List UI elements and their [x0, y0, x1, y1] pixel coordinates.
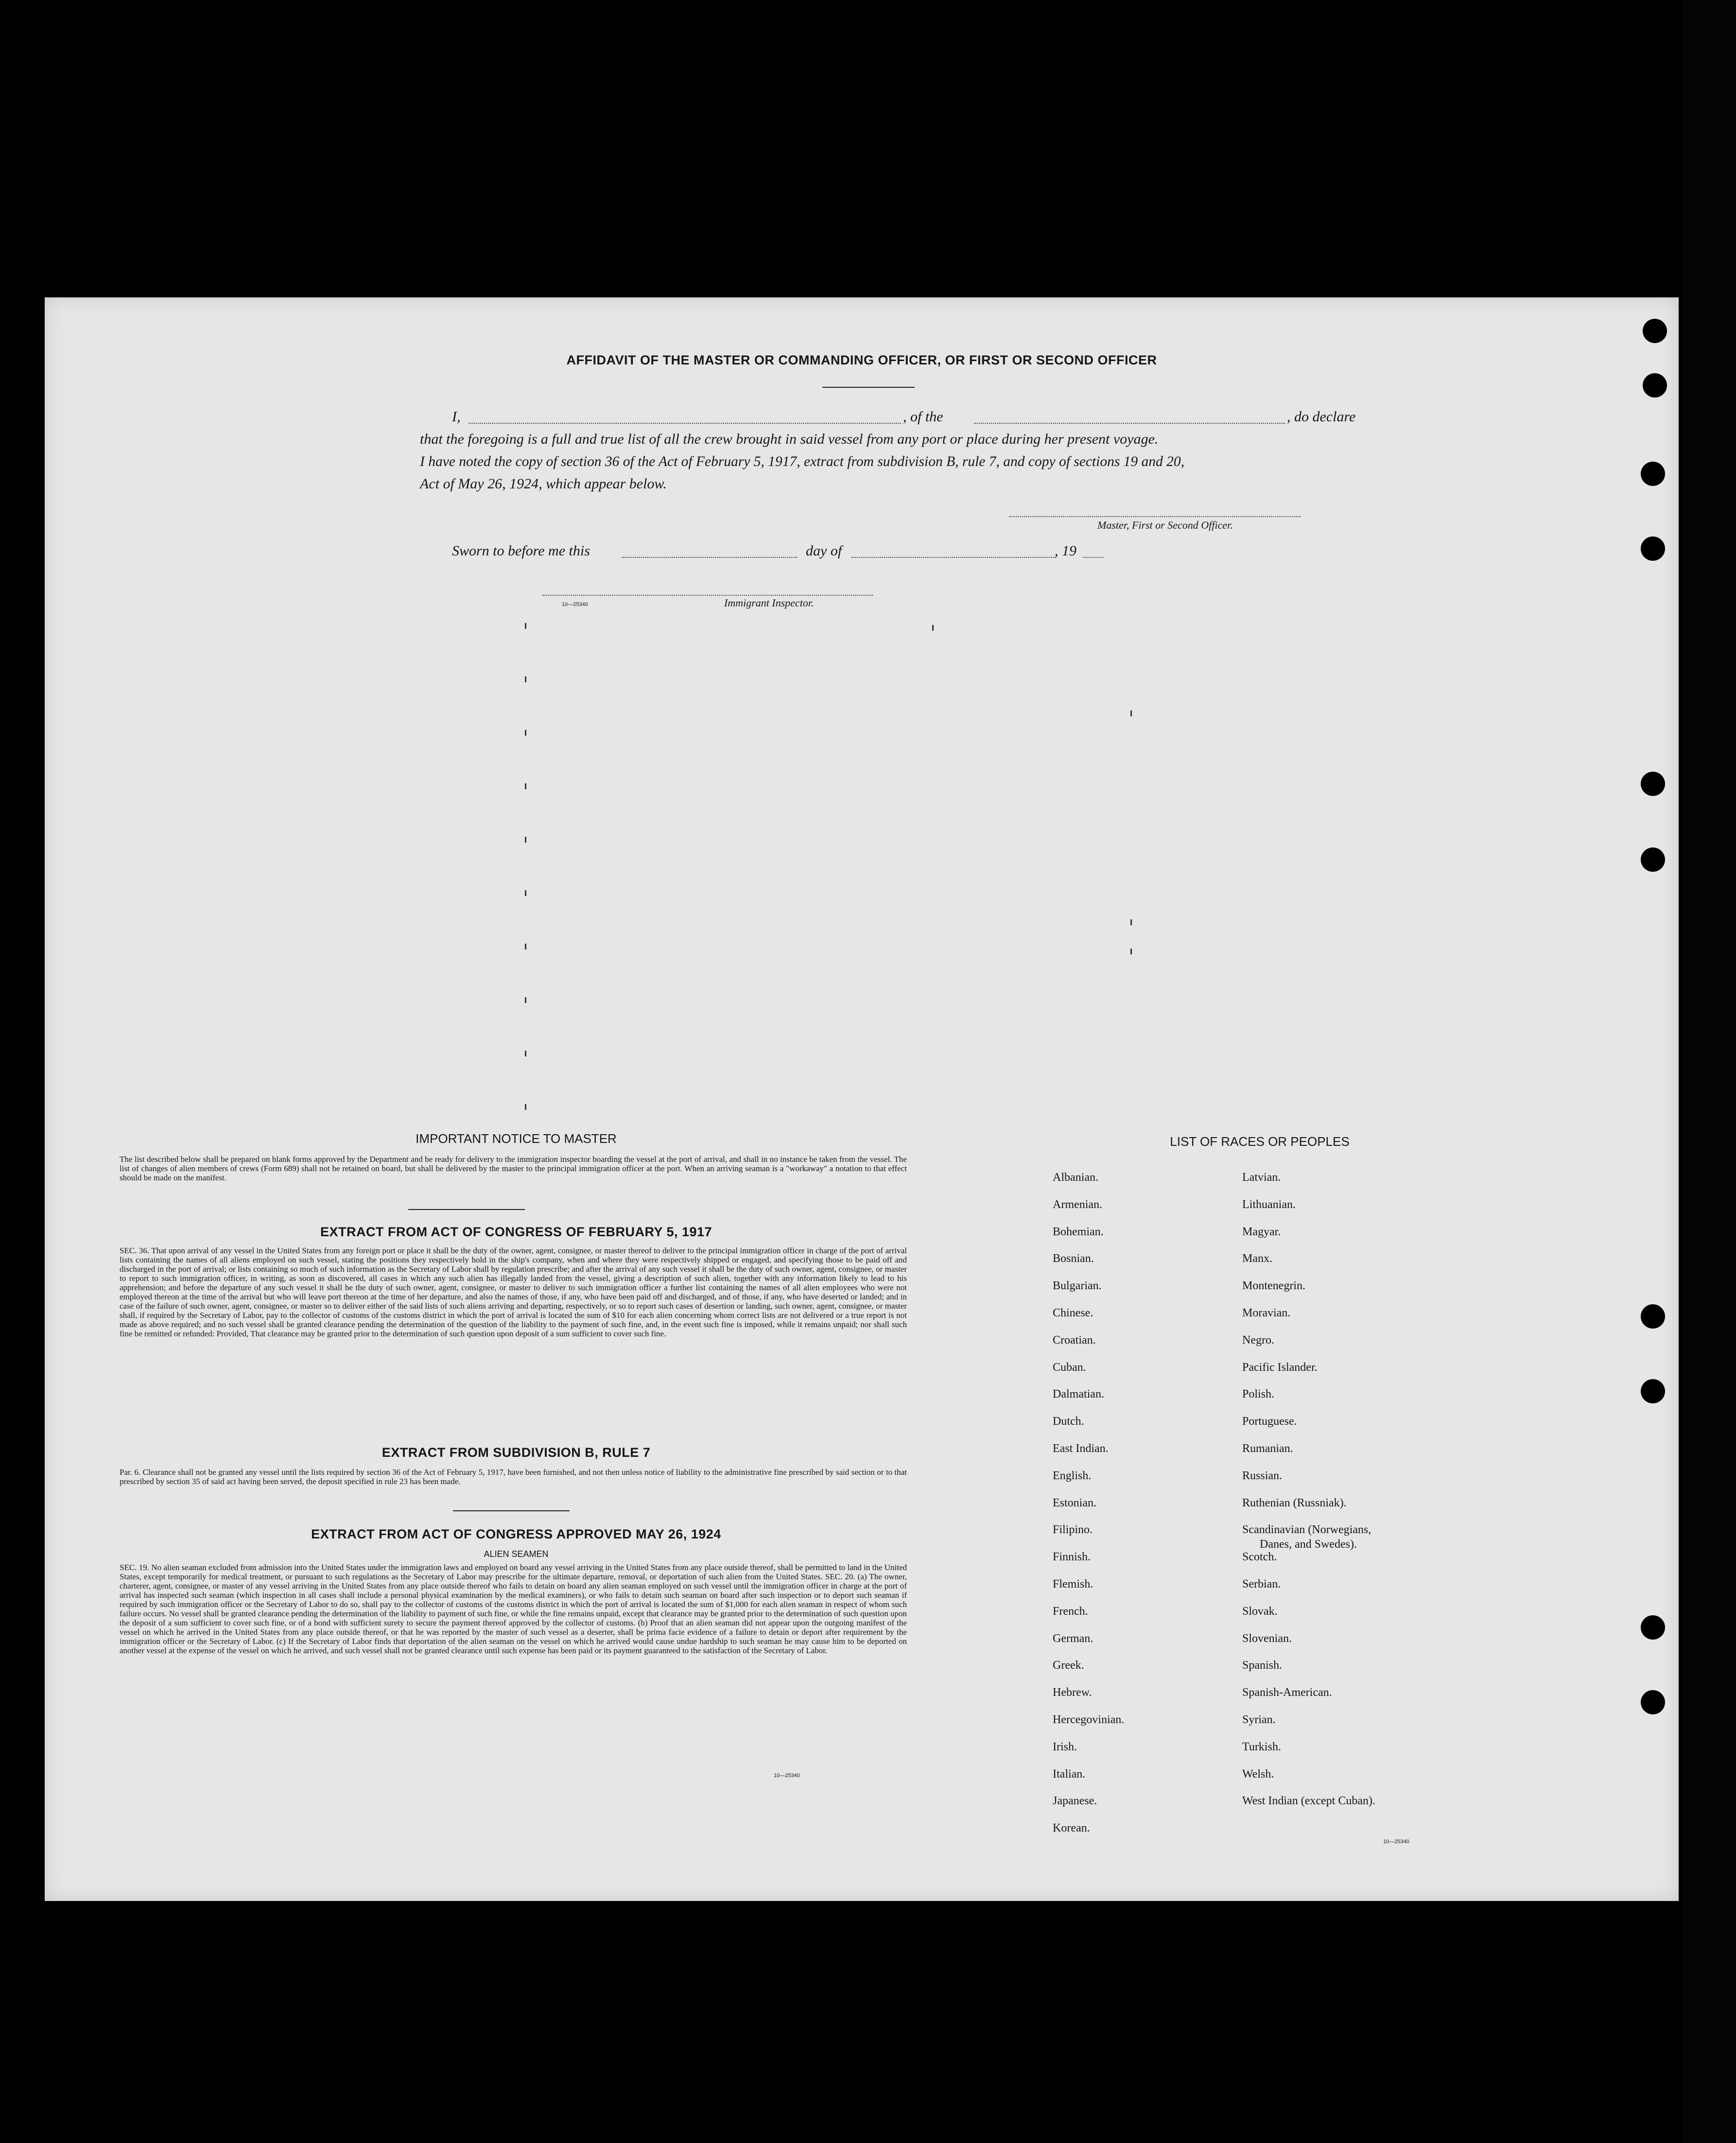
binder-hole: [1641, 1690, 1665, 1714]
column-tick: [525, 1104, 526, 1110]
race-item: Portuguese.: [1242, 1415, 1297, 1428]
column-tick: [525, 890, 526, 896]
race-item: Slovak.: [1242, 1605, 1278, 1618]
race-item: Japanese.: [1053, 1795, 1097, 1808]
race-item: French.: [1053, 1605, 1088, 1618]
affidavit-form-number: 10—25340: [562, 602, 588, 607]
declaration-line-4: Act of May 26, 1924, which appear below.: [420, 476, 667, 492]
race-item: Bohemian.: [1053, 1225, 1104, 1238]
day-of-label: day of: [806, 543, 842, 559]
extract-rule7-body: Par. 6. Clearance shall not be granted any vessel until the lists required by section 36 of the Act of February 5, 1917, have been furnished, and not then unless notice of liability to the administrative fine prescribed by said section or to that prescribed by section 35 of said act having been served, the deposit specified in rule 23 has been made.: [120, 1468, 907, 1486]
race-item: German.: [1053, 1632, 1094, 1645]
extract-1924-body: SEC. 19. No alien seaman excluded from admission into the United States under the immigration laws and employed on board any vessel arriving in the United States from any place outside thereof, shall be permitted to land in the United States, except temporarily for medical treatment, or pursuant to such regulations as the Secretary of Labor may prescribe for the ultimate departure, removal, or deportation of such alien from the United States. SEC. 20. (a) The owner, charterer, agent, consignee, or master of any vessel arriving in the United States from any place outside thereof who fails to detain on board any alien seaman employed on such vessel until the immigration officer in charge at the port of arrival has inspected such seaman (which inspection in all cases shall include a personal physical examination by the medical examiners), or who fails to detain such seaman on board after such inspection or to deport such seaman if required by such immigration officer or the Secretary of Labor to do so, shall pay to the collector of customs of the customs district in which the port of arrival is located the sum of $1,000 for each alien seaman in respect of whom such failure occurs. No vessel shall be granted clearance pending the determination of the liability to payment of such fine, or while the fine remains unpaid, except that clearance may be granted prior to the determination of such question upon the deposit of a sum sufficient to cover such fine, or of a bond with sufficient surety to secure the payment thereof approved by the collector of customs. (b) Proof that an alien seaman did not appear upon the outgoing manifest of the vessel on which he arrived in the United States from any place outside thereof, or that he was reported by the master of such vessel as a deserter, shall be prima facie evidence of a failure to detain or deport after requirement by the immigration officer or the Secretary of Labor. (c) If the Secretary of Labor finds that deportation of the alien seaman on the vessel on which he arrived would cause undue hardship to such seaman he may cause him to be deported on another vessel at the expense of the vessel on which he arrived, and such vessel shall not be granted clearance until such expense has been paid or its payment guaranteed to the satisfaction of the Secretary of Labor.: [120, 1563, 907, 1655]
master-signature-label: Master, First or Second Officer.: [1097, 519, 1233, 531]
master-signature-field[interactable]: [1009, 516, 1301, 517]
sworn-day-field[interactable]: [622, 557, 797, 558]
race-item: Polish.: [1242, 1388, 1275, 1401]
do-declare-label: , do declare: [1287, 409, 1356, 425]
column-tick: [525, 676, 526, 682]
race-item: Italian.: [1053, 1767, 1086, 1780]
race-item: Albanian.: [1053, 1171, 1098, 1184]
master-name-field[interactable]: [469, 423, 901, 424]
races-form-number: 10—25340: [1383, 1839, 1409, 1845]
race-item: Cuban.: [1053, 1361, 1086, 1374]
race-item: East Indian.: [1053, 1442, 1109, 1455]
binder-hole: [1643, 319, 1667, 343]
race-item: Scotch.: [1242, 1551, 1277, 1564]
race-item: Flemish.: [1053, 1578, 1094, 1590]
race-item: Chinese.: [1053, 1307, 1094, 1319]
binder-hole: [1641, 536, 1665, 561]
column-tick: [525, 837, 526, 843]
race-item: Serbian.: [1242, 1578, 1281, 1590]
race-item: Montenegrin.: [1242, 1279, 1305, 1293]
race-item: Dutch.: [1053, 1415, 1084, 1428]
sworn-label: Sworn to before me this: [452, 543, 590, 559]
race-item: Moravian.: [1242, 1307, 1291, 1319]
race-item: Negro.: [1242, 1333, 1274, 1347]
binder-hole: [1641, 1615, 1665, 1640]
extract-1917-body: SEC. 36. That upon arrival of any vessel in the United States from any foreign port or place it shall be the duty of the owner, agent, consignee, or master thereof to deliver to the principal immigration officer in charge of the port of arrival lists containing the names of all aliens employed on such vessel, stating the positions they respectively hold in the ship's company, when and where they were respectively shipped or engaged, and specifying those to be paid off and discharged in the port of arrival; or lists containing so much of such information as the Secretary of Labor shall by regulation prescribe; and after the arrival of any such vessel it shall be the duty of such owner, agent, consignee, or master to report to such immigration officer, in writing, as soon as discovered, all cases in which any such alien has illegally landed from the vessel, giving a description of such alien, together with any information likely to lead to his apprehension; and before the departure of any such vessel it shall be the duty of such owner, agent, consignee, or master to deliver to such immigration officer a further list containing the names of all alien employees who were not employed thereon at the time of the arrival but who will leave port thereon at the time of her departure, and also the names of those, if any, who have been paid off and discharged, and of those, if any, who have deserted or landed; and in case of the failure of such owner, agent, consignee, or master so to deliver either of the said lists of such aliens arriving and departing, respectively, or so to report such cases of desertion or landing, such owner, agent, consignee, or master shall, if required by the Secretary of Labor, pay to the collector of customs of the customs district in which the port of arrival is located the sum of $10 for each alien concerning whom correct lists are not delivered or a true report is not made as above required; and no such vessel shall be granted clearance pending the determination of the question of the liability to the payment of such fine, and, in the event such fine is imposed, while it remains unpaid; nor shall such fine be remitted or refunded: Provided, That clearance may be granted prior to the determination of such question upon deposit of a sum sufficient to cover such fine.: [120, 1246, 907, 1338]
column-tick: [1130, 919, 1132, 925]
race-item: Irish.: [1053, 1740, 1077, 1753]
race-item: Hercegovinian.: [1053, 1713, 1125, 1726]
of-the-label: , of the: [903, 409, 943, 425]
title-underline: [822, 387, 915, 388]
scan-edge-band: [1683, 0, 1736, 2143]
manifest-page: [45, 297, 1679, 1901]
race-item: Finnish.: [1053, 1551, 1091, 1564]
sworn-month-field[interactable]: [851, 557, 1056, 558]
race-item: Magyar.: [1242, 1225, 1281, 1238]
race-item: Scandinavian (Norwegians,: [1242, 1523, 1371, 1537]
extract-rule7-title: EXTRACT FROM SUBDIVISION B, RULE 7: [382, 1445, 651, 1460]
notice-title: IMPORTANT NOTICE TO MASTER: [416, 1131, 617, 1146]
column-tick: [1130, 710, 1132, 716]
sworn-year-field[interactable]: [1083, 557, 1103, 558]
race-item: Armenian.: [1053, 1198, 1102, 1211]
column-tick: [525, 997, 526, 1003]
race-item: Slovenian.: [1242, 1632, 1292, 1645]
race-item: Latvian.: [1242, 1171, 1281, 1184]
race-item: Turkish.: [1242, 1740, 1281, 1753]
binder-hole: [1641, 772, 1665, 796]
extract-form-number: 10—25340: [774, 1773, 800, 1779]
race-item: Dalmatian.: [1053, 1388, 1104, 1401]
race-item: Spanish-American.: [1242, 1686, 1332, 1699]
inspector-label: Immigrant Inspector.: [724, 597, 814, 609]
extract-1917-title: EXTRACT FROM ACT OF CONGRESS OF FEBRUARY 5, 1917: [320, 1225, 712, 1239]
binder-hole: [1641, 847, 1665, 872]
column-tick: [525, 1051, 526, 1056]
race-item: Korean.: [1053, 1822, 1090, 1835]
race-item: West Indian (except Cuban).: [1242, 1795, 1375, 1808]
race-item: Croatian.: [1053, 1333, 1096, 1347]
declaration-line-3: I have noted the copy of section 36 of the Act of February 5, 1917, extract from subdivision B, rule 7, and copy of sections 19 and 20,: [420, 454, 1185, 469]
vessel-name-field[interactable]: [974, 423, 1285, 424]
race-item: Lithuanian.: [1242, 1198, 1296, 1211]
race-item: Bulgarian.: [1053, 1279, 1102, 1293]
binder-hole: [1643, 373, 1667, 397]
race-item: Hebrew.: [1053, 1686, 1092, 1699]
race-item: Manx.: [1242, 1252, 1272, 1265]
race-item: English.: [1053, 1469, 1092, 1482]
column-tick: [525, 944, 526, 950]
race-item: Pacific Islander.: [1242, 1361, 1318, 1374]
year-label: , 19: [1055, 543, 1076, 559]
binder-hole: [1641, 1379, 1665, 1403]
column-tick: [932, 625, 934, 631]
race-item: Russian.: [1242, 1469, 1283, 1482]
race-item: Danes, and Swedes).: [1260, 1538, 1357, 1551]
i-label: I,: [452, 409, 461, 425]
race-item: Estonian.: [1053, 1496, 1096, 1509]
race-item: Spanish.: [1242, 1659, 1283, 1672]
declaration-line-2: that the foregoing is a full and true list of all the crew brought in said vessel from any port or place during her present voyage.: [420, 431, 1159, 447]
section-divider: [453, 1510, 570, 1511]
column-tick: [525, 623, 526, 629]
race-item: Filipino.: [1053, 1523, 1093, 1537]
races-title: LIST OF RACES OR PEOPLES: [1170, 1134, 1350, 1149]
race-item: Syrian.: [1242, 1713, 1276, 1726]
alien-seamen-subtitle: ALIEN SEAMEN: [484, 1549, 549, 1559]
notice-body: The list described below shall be prepared on blank forms approved by the Department and be ready for delivery to the immigration inspector boarding the vessel at the port of arrival, and shall in no instance be taken from the vessel. The list of changes of alien members of crews (Form 689) shall not be retained on board, but shall be delivered by the master to the principal immigration officer at the port. When an arriving seaman is a "workaway" a notation to that effect should be made on the manifest.: [120, 1155, 907, 1182]
race-item: Greek.: [1053, 1659, 1084, 1672]
race-item: Welsh.: [1242, 1767, 1274, 1780]
binder-hole: [1641, 462, 1665, 486]
race-item: Bosnian.: [1053, 1252, 1094, 1265]
affidavit-title: AFFIDAVIT OF THE MASTER OR COMMANDING OFFICER, OR FIRST OR SECOND OFFICER: [566, 353, 1157, 367]
section-divider: [408, 1209, 525, 1210]
inspector-signature-field[interactable]: [542, 595, 873, 596]
column-tick: [1130, 949, 1132, 954]
column-tick: [525, 730, 526, 736]
extract-1924-title: EXTRACT FROM ACT OF CONGRESS APPROVED MAY 26, 1924: [311, 1527, 721, 1541]
race-item: Rumanian.: [1242, 1442, 1293, 1455]
binder-hole: [1641, 1304, 1665, 1329]
race-item: Ruthenian (Russniak).: [1242, 1496, 1347, 1509]
column-tick: [525, 783, 526, 789]
